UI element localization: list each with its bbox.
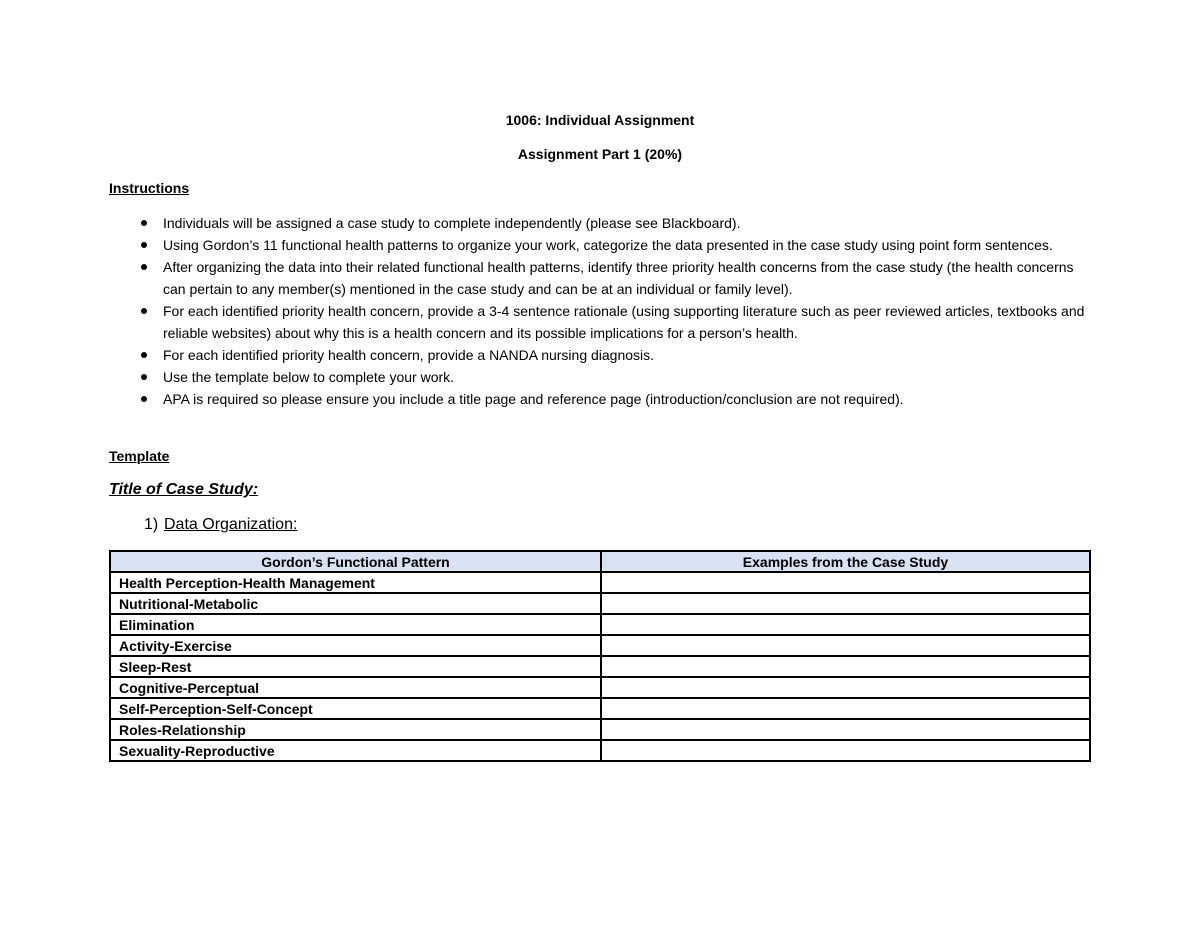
table-row [110,656,1090,677]
section-label: Data Organization: [164,516,298,533]
bullet-icon [141,264,147,270]
pattern-cell: Health Perception-Health Management [110,572,601,593]
examples-cell[interactable] [601,740,1090,761]
list-item: For each identified priority health concern, provide a 3-4 sentence rationale (using supporting literature such as peer reviewed articles, textbooks and reliable websites) about why this is a health concern and its possible implications for a person’s health. [109,300,1099,344]
table-row [110,677,1090,698]
functional-patterns-table [109,550,1091,762]
bullet-icon [141,308,147,314]
list-item: Using Gordon’s 11 functional health patterns to organize your work, categorize the data presented in the case study using point form sentences. [109,234,1099,256]
examples-cell[interactable] [601,572,1090,593]
instructions-list [109,212,1099,410]
table-row [110,719,1090,740]
table-row [110,698,1090,719]
examples-cell[interactable] [601,656,1090,677]
table-row [110,572,1090,593]
template-heading: Template [109,448,170,464]
section-heading-data-organization [144,516,297,534]
document-title: 1006: Individual Assignment [505,112,695,128]
examples-cell[interactable] [601,635,1090,656]
table-row [110,614,1090,635]
pattern-cell: Sexuality-Reproductive [110,740,601,761]
examples-cell[interactable] [601,698,1090,719]
column-header-examples: Examples from the Case Study [601,551,1090,572]
section-number: 1) [144,516,159,533]
list-item: Use the template below to complete your work. [109,366,1099,388]
bullet-icon [141,242,147,248]
examples-cell[interactable] [601,677,1090,698]
table-row [110,593,1090,614]
pattern-cell: Roles-Relationship [110,719,601,740]
table-row [110,740,1090,761]
list-item: For each identified priority health concern, provide a NANDA nursing diagnosis. [109,344,1099,366]
case-study-title: Title of Case Study: [109,481,259,498]
pattern-cell: Sleep-Rest [110,656,601,677]
list-item: Individuals will be assigned a case study to complete independently (please see Blackboard). [109,212,1099,234]
pattern-cell: Nutritional-Metabolic [110,593,601,614]
pattern-cell: Elimination [110,614,601,635]
table-header-row [110,551,1090,572]
table-row [110,635,1090,656]
bullet-icon [141,352,147,358]
examples-cell[interactable] [601,593,1090,614]
bullet-icon [141,396,147,402]
bullet-icon [141,374,147,380]
document-subtitle: Assignment Part 1 (20%) [517,146,683,162]
list-item: APA is required so please ensure you include a title page and reference page (introduction/conclusion are not required). [109,388,1099,410]
list-item: After organizing the data into their related functional health patterns, identify three priority health concerns from the case study (the health concerns can pertain to any member(s) mentioned in the case study and can be at an individual or family level). [109,256,1099,300]
column-header-pattern: Gordon’s Functional Pattern [110,551,601,572]
pattern-cell: Self-Perception-Self-Concept [110,698,601,719]
examples-cell[interactable] [601,614,1090,635]
pattern-cell: Activity-Exercise [110,635,601,656]
pattern-cell: Cognitive-Perceptual [110,677,601,698]
bullet-icon [141,220,147,226]
examples-cell[interactable] [601,719,1090,740]
instructions-heading: Instructions [109,180,190,196]
